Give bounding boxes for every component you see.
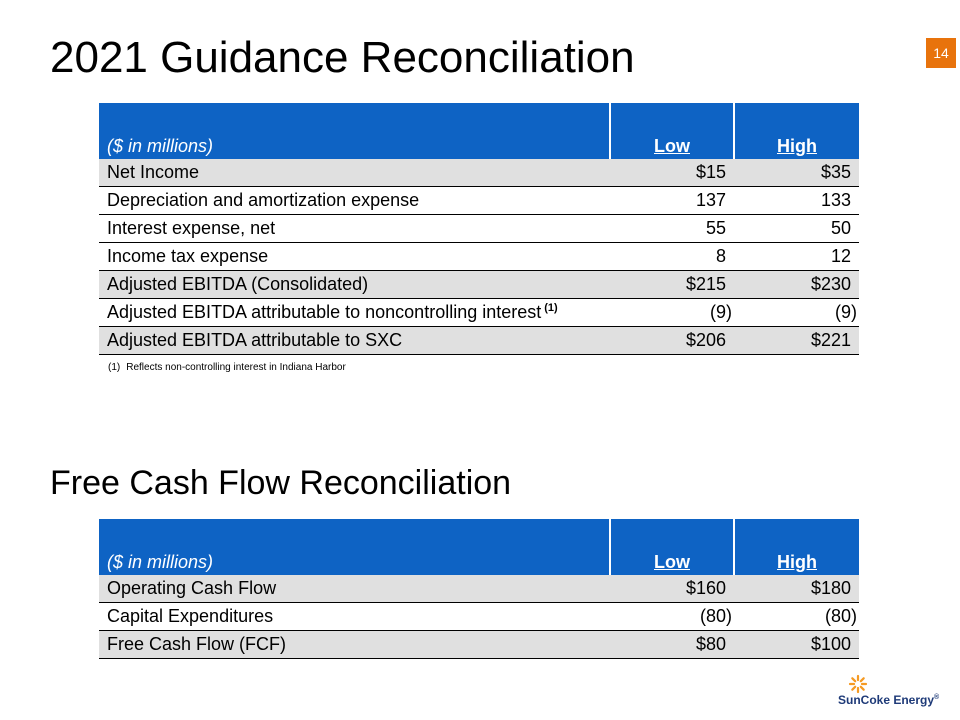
logo-text: SunCoke Energy — [838, 693, 935, 707]
table-header-row — [99, 519, 859, 575]
header-low: Low — [610, 103, 734, 159]
row-low-value: $15 — [610, 159, 734, 187]
header-high: High — [734, 519, 859, 575]
row-high-value: (80) — [734, 603, 859, 631]
page-number-badge: 14 — [926, 38, 956, 68]
header-units-label: ($ in millions) — [99, 519, 610, 575]
row-label: Adjusted EBITDA attributable to noncontrolling interest — [107, 302, 542, 322]
row-label: Net Income — [99, 159, 610, 187]
row-high-value: $230 — [734, 271, 859, 299]
table-row — [99, 215, 859, 243]
row-high-value: 133 — [734, 187, 859, 215]
row-low-value: $80 — [610, 631, 734, 659]
row-label: Adjusted EBITDA (Consolidated) — [99, 271, 610, 299]
row-label: Adjusted EBITDA attributable to SXC — [99, 327, 610, 355]
section-title: Free Cash Flow Reconciliation — [50, 464, 512, 502]
row-low-value: $206 — [610, 327, 734, 355]
row-label: Depreciation and amortization expense — [99, 187, 610, 215]
row-low-value: 137 — [610, 187, 734, 215]
table-header-row — [99, 103, 859, 159]
company-logo — [838, 674, 950, 714]
row-high-value: $221 — [734, 327, 859, 355]
header-high: High — [734, 103, 859, 159]
ebitda-reconciliation-table — [99, 103, 859, 355]
table-row — [99, 159, 859, 187]
row-label: Interest expense, net — [99, 215, 610, 243]
row-low-value: $215 — [610, 271, 734, 299]
row-high-value: $100 — [734, 631, 859, 659]
row-high-value: 50 — [734, 215, 859, 243]
table-row — [99, 327, 859, 355]
row-low-value: 8 — [610, 243, 734, 271]
table-row — [99, 603, 859, 631]
table-row — [99, 575, 859, 603]
row-high-value: (9) — [734, 299, 859, 327]
row-high-value: $180 — [734, 575, 859, 603]
row-high-value: 12 — [734, 243, 859, 271]
row-low-value: (80) — [610, 603, 734, 631]
header-units-label: ($ in millions) — [99, 103, 610, 159]
table-row — [99, 631, 859, 659]
table-row — [99, 243, 859, 271]
row-label: Operating Cash Flow — [99, 575, 610, 603]
registered-mark: ® — [934, 694, 940, 701]
row-label: Free Cash Flow (FCF) — [99, 631, 610, 659]
row-label: Income tax expense — [99, 243, 610, 271]
logo-wordmark — [838, 693, 939, 707]
footnote-marker: (1) — [108, 362, 121, 373]
table-row — [99, 299, 859, 327]
row-label: Capital Expenditures — [99, 603, 610, 631]
row-low-value: (9) — [610, 299, 734, 327]
row-high-value: $35 — [734, 159, 859, 187]
footnote-text: Reflects non-controlling interest in Indiana Harbor — [126, 362, 346, 373]
header-low: Low — [610, 519, 734, 575]
table-row — [99, 271, 859, 299]
footnote-reference: (1) — [544, 302, 558, 314]
page-title: 2021 Guidance Reconciliation — [50, 33, 635, 82]
row-low-value: 55 — [610, 215, 734, 243]
row-label-cell — [99, 299, 610, 327]
fcf-reconciliation-table — [99, 519, 859, 659]
footnote — [108, 362, 346, 373]
sunburst-icon — [848, 674, 868, 694]
table-row — [99, 187, 859, 215]
row-low-value: $160 — [610, 575, 734, 603]
